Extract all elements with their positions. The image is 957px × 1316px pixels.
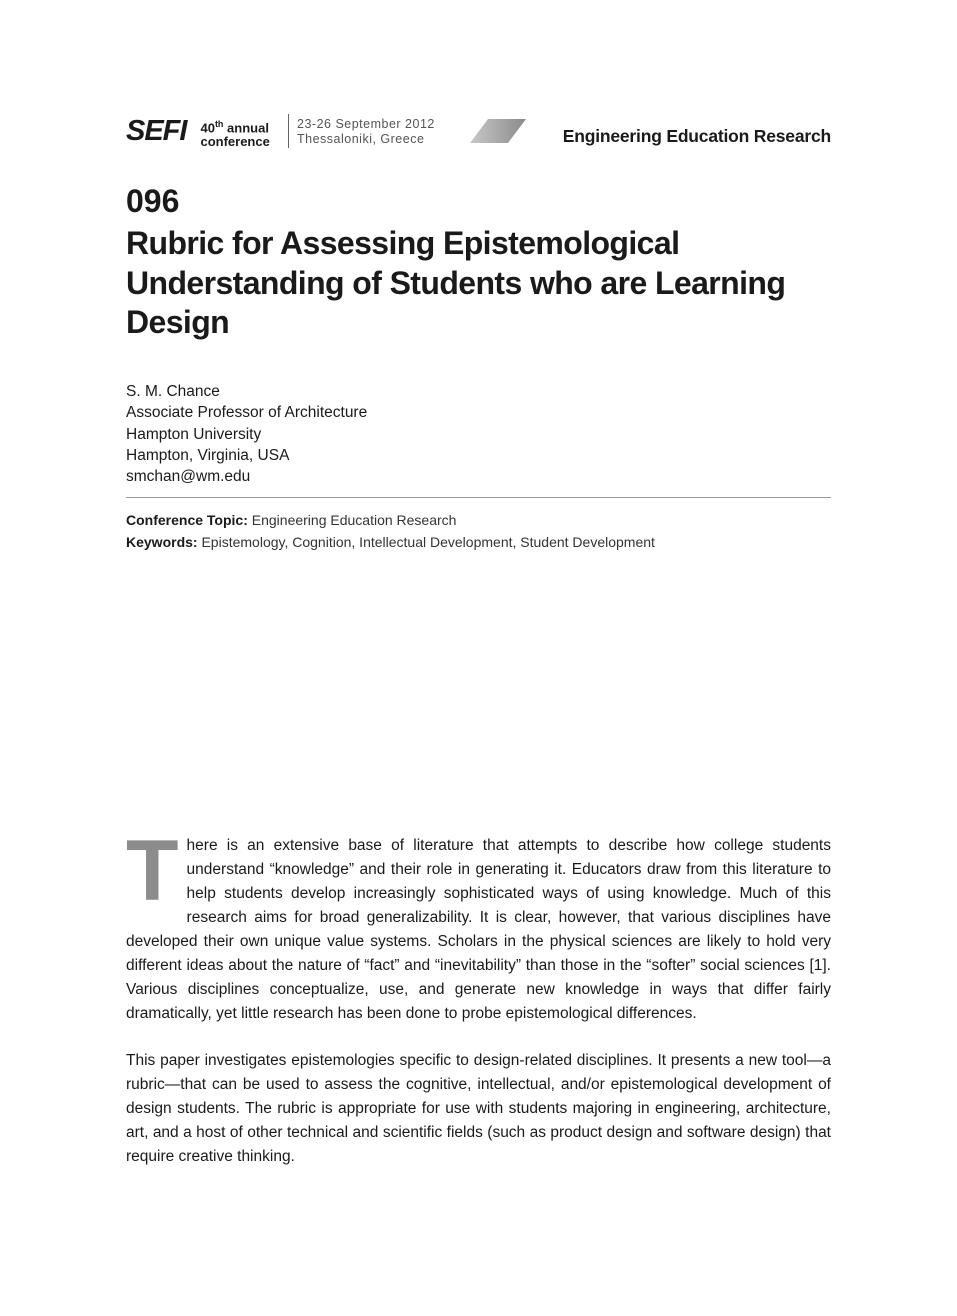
- dates-line: 23-26 September 2012: [297, 117, 435, 131]
- paragraph-1: T here is an extensive base of literature that attempts to describe how college students understand “knowledge” and their role in generating it. Educators draw from this literature to help students develop increasingly sophisticated ways of using knowledge. Much of this research aims for broad generalizability. It is clear, however, that various disciplines have developed their own unique value systems. Scholars in the physical sciences are likely to hold very different ideas about the nature of “fact” and “inevitability” than those in the “softer” social sciences [1]. Various disciplines conceptualize, use, and generate new knowledge in ways that differ fairly dramatically, yet little research has been done to probe epistemological differences.: [126, 823, 831, 1022]
- drop-cap: T: [126, 823, 179, 919]
- section-title: Engineering Education Research: [562, 126, 831, 146]
- paper-number: 096: [126, 183, 180, 219]
- sefi-logo: SEFI: [126, 115, 187, 147]
- paragraph-2: This paper investigates epistemologies specific to design-related disciplines. It presents a new tool—a rubric—that can be used to assess the cognitive, intellectual, and/or epistemological development of design students. The rubric is appropriate for use with students majoring in engineering, architecture, art, and a host of other technical and scientific fields (such as product design and software design) that require creative thinking.: [126, 1052, 831, 1165]
- page-header: [126, 114, 831, 154]
- author-university: Hampton University: [126, 425, 262, 443]
- conference-topic: Conference Topic: Engineering Education Research: [126, 512, 457, 528]
- author-email: smchan@wm.edu: [126, 468, 251, 486]
- body-text: [126, 823, 831, 1169]
- divider-rule: [126, 497, 831, 498]
- author-name: S. M. Chance: [126, 383, 220, 400]
- keywords: Keywords: Epistemology, Cognition, Intellectual Development, Student Development: [126, 533, 655, 550]
- paper-meta: [126, 510, 655, 553]
- author-position: Associate Professor of Architecture: [126, 404, 368, 422]
- paper-title: Rubric for Assessing Epistemological Understanding of Students who are Learning Design: [126, 225, 786, 340]
- author-location: Hampton, Virginia, USA: [126, 446, 290, 464]
- conference-dates: [297, 117, 435, 147]
- conference-label: 40th annual conference: [200, 119, 270, 150]
- location-line: Thessaloniki, Greece: [297, 132, 425, 146]
- author-block: [126, 381, 367, 487]
- header-divider: [288, 114, 289, 148]
- conference-logo: [126, 116, 270, 149]
- stripe-graphic: [470, 119, 526, 143]
